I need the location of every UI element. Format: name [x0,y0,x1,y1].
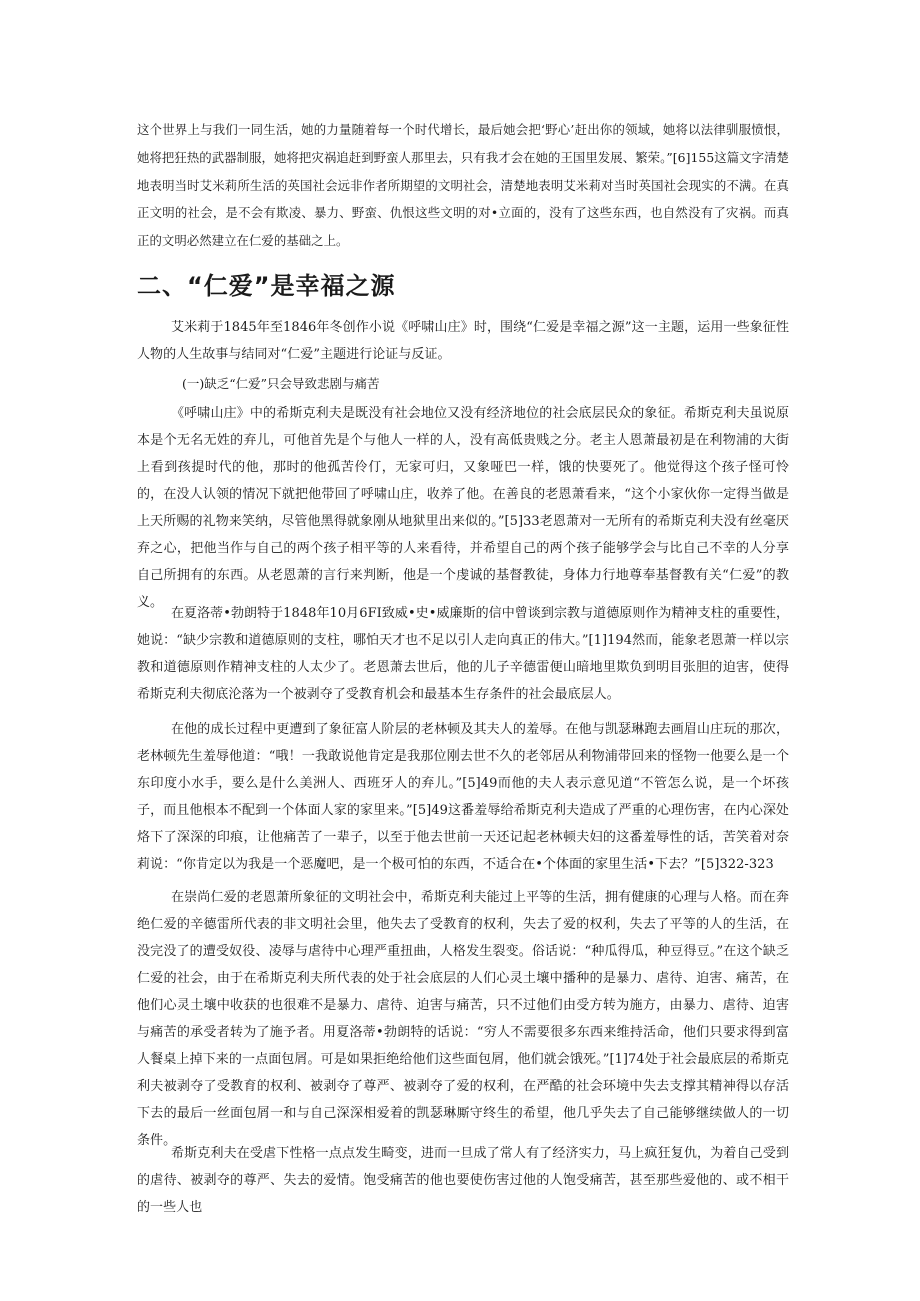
body-paragraph: 在夏洛蒂•勃朗特于1848年10月6FI致威•史•威廉斯的信中曾谈到宗教与道德原则作为精神支柱的重要性，她说：“缺少宗教和道德原则的支柱，哪怕天才也不足以引人走向真正的伟大。”[1]194然而，能象老恩萧一样以宗教和道德原则作精神支柱的人太少了。老恩萧去世后，他的儿子辛德雷便山暗地里欺负到明目张胆的迫害，使得希斯克利夫彻底沦落为一个被剥夺了受教育机会和最基本生存条件的社会最底层人。 [137,606,789,702]
body-paragraph: 希斯克利夫在受虐下性格一点点发生畸变，进而一旦成了常人有了经济实力，马上疯狂复仇，为着自己受到的虐待、被剥夺的尊严、失去的爱情。饱受痛苦的他也要使伤害过他的人饱受痛苦，甚至那些爱他的、或不相干的一些人也 [137,1146,789,1215]
body-paragraph: 艾米莉于1845年至1846年冬创作小说《呼啸山庄》时，围绕“仁爱是幸福之源”这一主题，运用一些象征性人物的人生故事与结同对“仁爱”主题进行论证与反证。 [137,320,789,362]
body-paragraph: 《呼啸山庄》中的希斯克利夫是既没有社会地位又没有经济地位的社会底层民众的象征。希斯克利夫虽说原本是个无名无姓的弃儿，可他首先是个与他人一样的人，没有高低贵贱之分。老主人恩萧最初是在利物浦的大街上看到孩提时代的他，那时的他孤苦伶仃，无家可归，又象哑巴一样，饿的快要死了。他觉得这个孩子怪可怜的，在没人认领的情况下就把他带回了呼啸山庄，收养了他。在善良的老恩萧看来，“这个小家伙你一定得当做是上天所赐的礼物来笑纳，尽管他黑得就象刚从地狱里出来似的。”[5]33老恩萧对一无所有的希斯克利夫没有丝毫厌弃之心，把他当作与自己的两个孩子相平等的人来看待，并希望自己的两个孩子能够学会与比自己不幸的人分享自己所拥有的东西。从老恩萧的言行来判断，他是一个虔诚的基督教徒，身体力行地尊奉基督教有关“仁爱”的教义。 [137,406,789,610]
body-paragraph: 在崇尚仁爱的老恩萧所象征的文明社会中，希斯克利夫能过上平等的生活，拥有健康的心理与人格。而在奔绝仁爱的辛德雷所代表的非文明社会里，他失去了受教育的权利，失去了爱的权利，失去了平等的人的生活，在没完没了的遭受奴役、凌辱与虐待中心理严重扭曲，人格发生裂变。俗话说：“种瓜得瓜，种豆得豆。”在这个缺乏仁爱的社会，由于在希斯克利夫所代表的处于社会底层的人们心灵土壤中播种的是暴力、虐待、迫害、痛苦，在他们心灵土壤中收获的也很难不是暴力、虐待、迫害与痛苦，只不过他们由受方转为施方，由暴力、虐待、迫害与痛苦的承受者转为了施予者。用夏洛蒂•勃朗特的话说：“穷人不需要很多东西来维持活命，他们只要求得到富人餐桌上掉下来的一点面包屑。可是如果拒绝给他们这些面包屑，他们就会饿死。”[1]74处于社会最底层的希斯克利夫被剥夺了受教育的权利、被剥夺了尊严、被剥夺了爱的权利，在严酷的社会环境中失去支撑其精神得以存活下去的最后一丝面包屑一和与自己深深相爱着的凯瑟琳厮守终生的希望，他几乎失去了自己能够继续做人的一切条件。 [137,890,789,1148]
section-heading: 二、“仁爱”是幸福之源 [137,272,396,300]
body-paragraph: 这个世界上与我们一同生活，她的力量随着每一个时代增长，最后她会把‘野心’赶出你的领域，她将以法律驯服愤恨，她将把狂热的武器制服，她将把灾祸追赶到野蛮人那里去，只有我才会在她的王国里发展、繁荣。”[6]155这篇文字清楚地表明当时艾米莉所生活的英国社会远非作者所期望的文明社会，清楚地表明艾米莉对当时英国社会现实的不满。在真正文明的社会，是不会有欺凌、暴力、野蛮、仇恨这些文明的对•立面的，没有了这些东西，也自然没有了灾祸。而真正的文明必然建立在仁爱的基础之上。 [137,122,789,249]
subsection-heading: (一)缺乏“仁爱”只会导致悲剧与痛苦 [182,376,380,391]
body-paragraph: 在他的成长过程中更遭到了象征富人阶层的老林顿及其夫人的羞辱。在他与凯瑟琳跑去画眉山庄玩的那次，老林顿先生羞辱他道：“哦！一我敢说他肯定是我那位刚去世不久的老邻居从利物浦带回来的怪物一他要么是一个东印度小水手，要么是什么美洲人、西班牙人的弃儿。”[5]49而他的夫人表示意见道“不管怎么说，是一个坏孩子，而且他根本不配到一个体面人家的家里来。”[5]49这番羞辱给希斯克利夫造成了严重的心理伤害，在内心深处烙下了深深的印痕，让他痛苦了一辈子，以至于他去世前一天还记起老林顿夫妇的这番羞辱性的话，苦笑着对奈莉说：“你肯定以为我是一个恶魔吧，是一个极可怕的东西，不适合在•个体面的家里生活•下去？”[5]322-323 [137,722,789,872]
